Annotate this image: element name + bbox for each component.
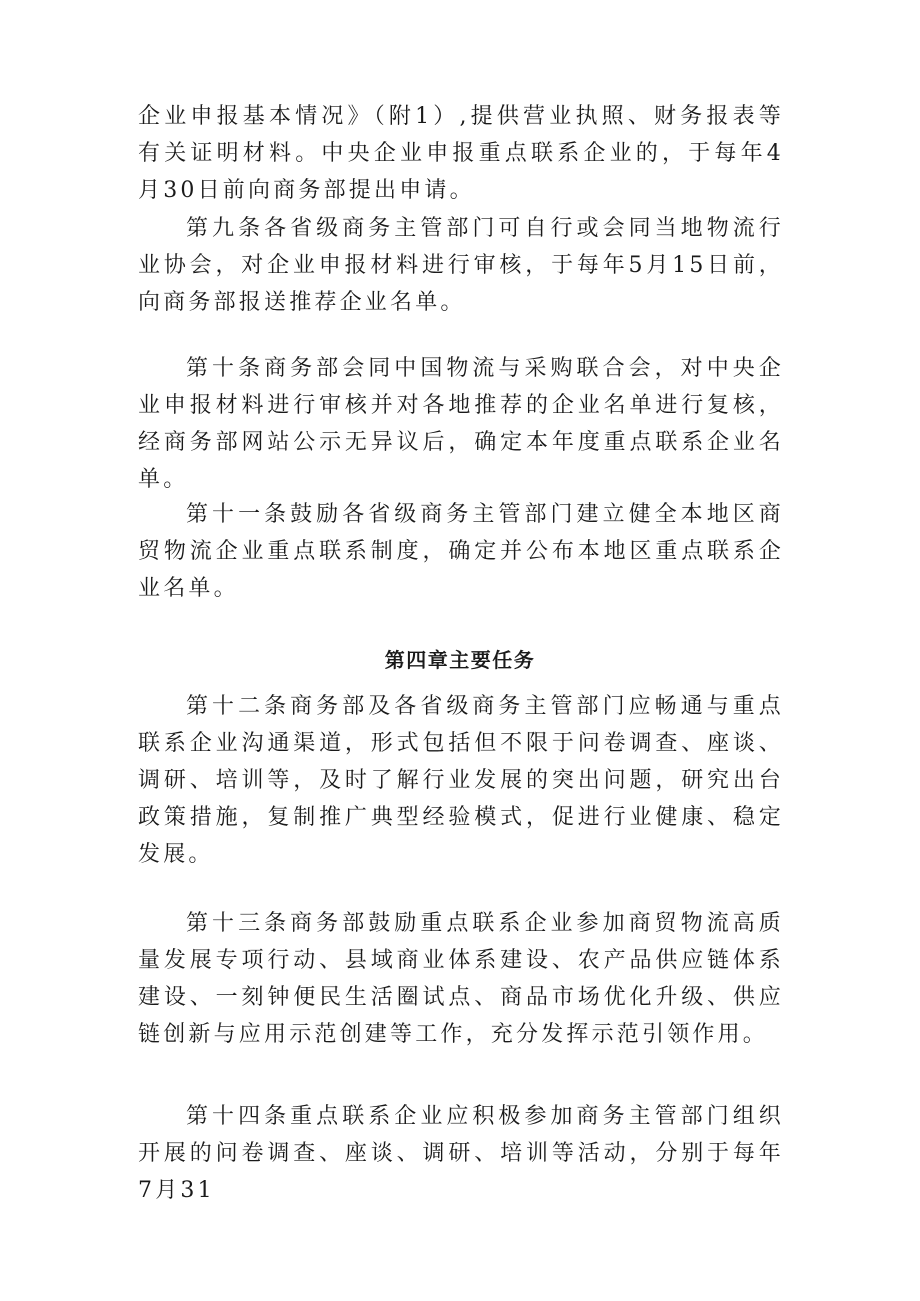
paragraph-article-10: 第十条商务部会同中国物流与采购联合会，对中央企业申报材料进行审核并对各地推荐的企业名单进行复核，经商务部网站公示无异议后，确定本年度重点联系企业名单。 xyxy=(138,356,784,492)
paragraph-article-14: 第十四条重点联系企业应积极参加商务主管部门组织开展的问卷调查、座谈、调研、培训等活动，分别于每年7月31 xyxy=(138,1104,784,1203)
paragraph-article-13: 第十三条商务部鼓励重点联系企业参加商贸物流高质量发展专项行动、县域商业体系建设、农产品供应链体系建设、一刻钟便民生活圈试点、商品市场优化升级、供应链创新与应用示范创建等工作，充分发挥示范引领作用。 xyxy=(138,911,784,1047)
paragraph-article-9: 第九条各省级商务主管部门可自行或会同当地物流行业协会，对企业申报材料进行审核，于每年5月15日前，向商务部报送推荐企业名单。 xyxy=(138,216,784,315)
paragraph-article-12: 第十二条商务部及各省级商务主管部门应畅通与重点联系企业沟通渠道，形式包括但不限于问卷调查、座谈、调研、培训等，及时了解行业发展的突出问题，研究出台政策措施，复制推广典型经验模式，促进行业健康、稳定发展。 xyxy=(138,694,784,867)
paragraph-article-11: 第十一条鼓励各省级商务主管部门建立健全本地区商贸物流企业重点联系制度，确定并公布本地区重点联系企业名单。 xyxy=(138,502,784,601)
paragraph-application-materials: 企业申报基本情况》（附1）,提供营业执照、财务报表等有关证明材料。中央企业申报重点联系企业的，于每年4月30日前向商务部提出申请。 xyxy=(138,104,784,203)
chapter-heading: 第四章主要任务 xyxy=(384,648,536,672)
